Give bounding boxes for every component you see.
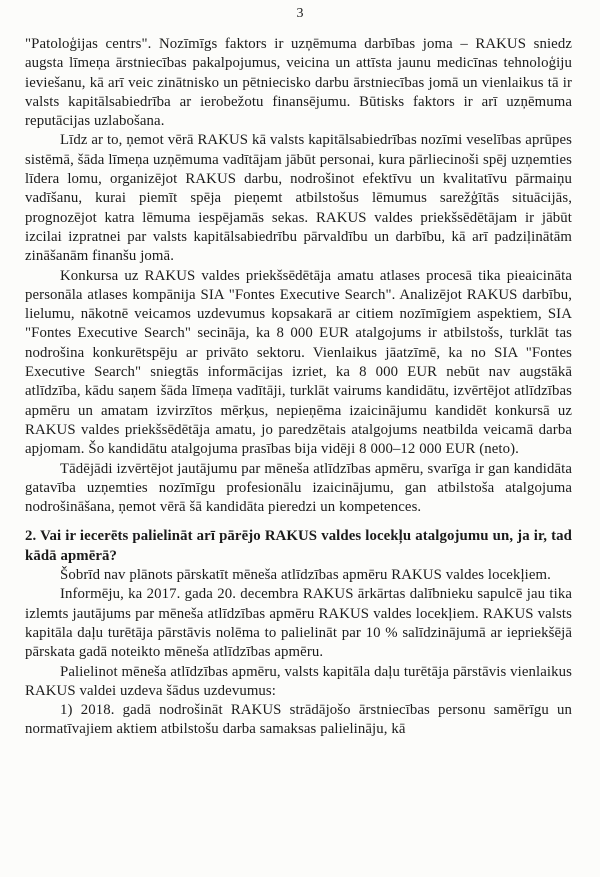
section-heading: 2. Vai ir iecerēts palielināt arī pārējo RAKUS valdes locekļu atalgojumu un, ja ir, tad kādā apmērā? [25, 528, 572, 564]
paragraph: Palielinot mēneša atlīdzības apmēru, valsts kapitāla daļu turētāja pārstāvis vienlaikus RAKUS valdei uzdeva šādus uzdevumus: [25, 663, 572, 699]
paragraph: Līdz ar to, ņemot vērā RAKUS kā valsts kapitālsabiedrības nozīmi veselības aprūpes sistēmā, šāda līmeņa uzņēmuma vadītājam jābūt personai, kura pārliecinoši spēj uzņemties līdera lomu, organizējot RAKUS darbu, nodrošinot efektīvu un kvalitatīvu pārmaiņu vadīšanu, kurai piemīt spēja pieņemt atbilstošus lēmumus sarežģītās situācijās, prognozējot katra lēmuma iespējamās sekas. RAKUS valdes priekšsēdētājam ir jābūt izcilai izpratnei par valsts kapitālsabiedrību pārvaldību un darbību, kā arī padziļinātām zināšanām finanšu jomā. [25, 132, 572, 265]
paragraph: Tādējādi izvērtējot jautājumu par mēneša atlīdzības apmēru, svarīga ir gan kandidāta gatavība uzņemties nozīmīgu profesionālu izaicinājumu, gan atbilstoša atalgojuma nodrošināšana, ņemot vērā šā kandidāta pieredzi un kompetences. [25, 460, 572, 516]
paragraph: 1) 2018. gadā nodrošināt RAKUS strādājošo ārstniecības personu samērīgu un normatīvajiem aktiem atbilstošu darba samaksas palielināju, kā [25, 702, 572, 738]
paragraph: "Patoloģijas centrs". Nozīmīgs faktors ir uzņēmuma darbības joma – RAKUS sniedz augsta līmeņa ārstniecības pakalpojumus, veicina un attīsta jaunu medicīnas tehnoloģiju ieviešanu, kā arī veic zinātnisko un pētniecisko darbu ārstniecības jomā un vienlaikus tā ir valsts kapitālsabiedrība ar ierobežotu finansējumu. Būtisks faktors ir arī uzņēmuma reputācijas uzlabošana. [25, 36, 572, 130]
paragraph: Šobrīd nav plānots pārskatīt mēneša atlīdzības apmēru RAKUS valdes locekļiem. [60, 567, 551, 584]
paragraph: Konkursa uz RAKUS valdes priekšsēdētāja amatu atlases procesā tika pieaicināta personāla atlases kompānija SIA "Fontes Executive Search". Analizējot RAKUS darbību, lielumu, nākotnē veicamos uzdevumus kopsakarā ar citiem nozīmīgiem aspektiem, SIA "Fontes Executive Search" secināja, ka 8 000 EUR atalgojums ir atbilstošs, turklāt tas nodrošina konkurētspēju ar privāto sektoru. Vienlaikus jāatzīmē, ka no SIA "Fontes Executive Search" sniegtās informācijas izriet, ka 8 000 EUR nebūt nav augstākā atlīdzība, kādu saņem šāda līmeņa vadītāji, turklāt vairums kandidātu, izvērtējot atlīdzības apmēru un amatam izvirzītos mērķus, nepieņēma izaicinājumu kandidēt konkursā uz RAKUS valdes priekšsēdētāja amatu, jo paredzētais atalgojums neatbilda veicamā darba apjomam. Šo kandidātu atalgojuma prasības bija vidēji 8 000–12 000 EUR (neto). [25, 267, 572, 458]
paragraph: Informēju, ka 2017. gada 20. decembra RAKUS ārkārtas dalībnieku sapulcē jau tika izlemts jautājums par mēneša atlīdzības apmēru RAKUS valdes locekļiem. RAKUS valsts kapitāla daļu turētāja pārstāvis nolēma to palielināt par 10 % salīdzinājumā ar iepriekšējā pārskata gadā noteikto mēneša atlīdzības apmēru. [25, 586, 572, 661]
document-body [0, 21, 600, 740]
page-number: 3 [296, 6, 304, 21]
